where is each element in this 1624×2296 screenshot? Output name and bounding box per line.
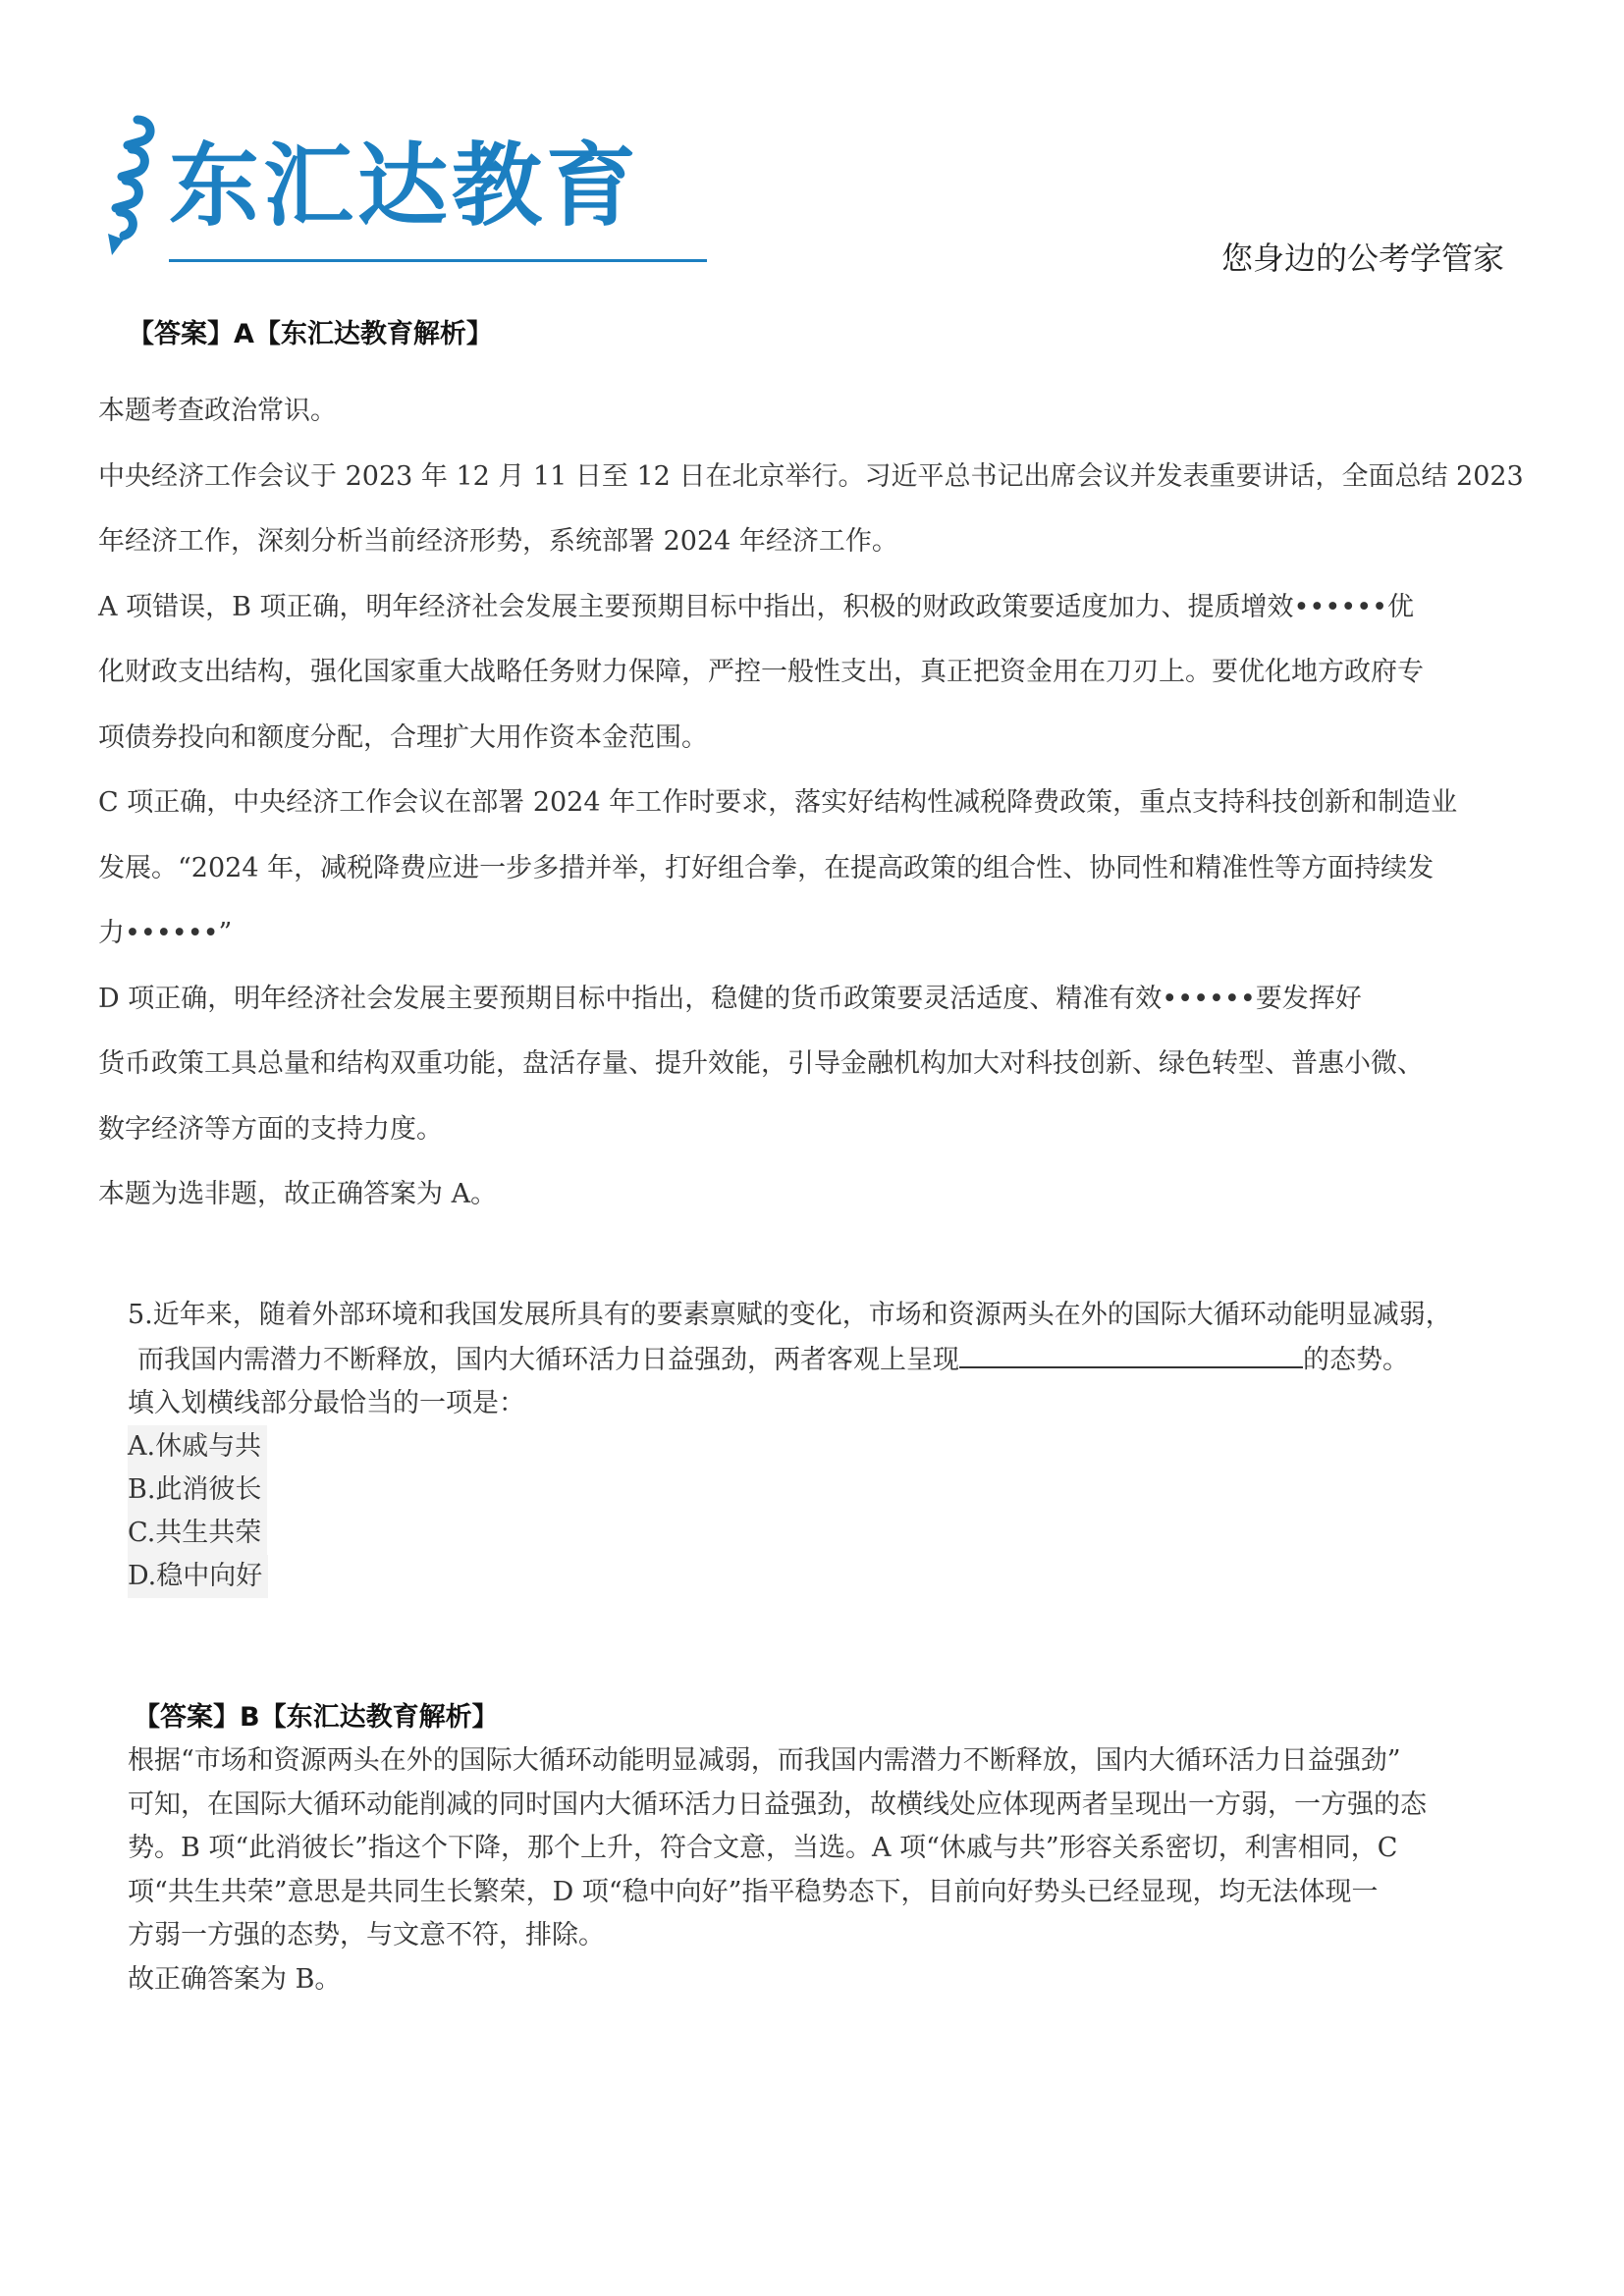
answer-4-line: 本题考查政治常识。	[98, 396, 337, 426]
option-d	[128, 1555, 1551, 1598]
answer-4-line: 本题为选非题，故正确答案为 A。	[98, 1179, 498, 1209]
answer-4-line: 化财政支出结构，强化国家重大战略任务财力保障，严控一般性支出，真正把资金用在刀刃上。要优化地方政府专	[98, 657, 1424, 687]
question-5-stem-after: 的态势。	[1303, 1345, 1409, 1375]
answer-4-line: 发展。“2024 年，减税降费应进一步多措并举，打好组合拳，在提高政策的组合性、协同性和精准性等方面持续发	[98, 852, 1435, 883]
question-5	[128, 1294, 1551, 1598]
answer-5-heading: 【答案】B【东汇达教育解析】	[134, 1702, 499, 1733]
option-c-label: C.共生共荣	[128, 1512, 267, 1555]
answer-4-line: 年经济工作，深刻分析当前经济形势，系统部署 2024 年经济工作。	[98, 526, 898, 557]
pencil-chain-icon	[98, 110, 167, 257]
option-d-label: D.稳中向好	[128, 1555, 268, 1598]
question-5-stem-before: 而我国内需潜力不断释放，国内大循环活力日益强劲，两者客观上呈现	[137, 1345, 959, 1375]
option-c	[128, 1512, 1551, 1555]
answer-5-line: 方弱一方强的态势，与文意不符，排除。	[128, 1920, 605, 1950]
answer-4-section	[98, 314, 1551, 1228]
answer-4-line: 货币政策工具总量和结构双重功能，盘活存量、提升效能，引导金融机构加大对科技创新、绿色转型、普惠小微、	[98, 1048, 1424, 1079]
answer-4-heading: 【答案】A【东汇达教育解析】	[128, 319, 493, 349]
logo-underline	[169, 259, 707, 262]
answer-4-line: D 项正确，明年经济社会发展主要预期目标中指出，稳健的货币政策要灵活适度、精准有效••••••要发挥好	[98, 983, 1362, 1014]
answer-5-section	[128, 1696, 1551, 2002]
question-5-prompt: 填入划横线部分最恰当的一项是：	[128, 1388, 525, 1418]
answer-5-line: 根据“市场和资源两头在外的国际大循环动能明显减弱，而我国内需潜力不断释放，国内大循环活力日益强劲”	[128, 1745, 1401, 1776]
answer-5-line: 可知，在国际大循环动能削减的同时国内大循环活力日益强劲，故横线处应体现两者呈现出一方弱，一方强的态	[128, 1789, 1427, 1820]
answer-5-line: 势。B 项“此消彼长”指这个下降，那个上升，符合文意，当选。A 项“休戚与共”形容关系密切，利害相同，C	[128, 1833, 1398, 1863]
fill-in-blank	[959, 1337, 1303, 1368]
option-b	[128, 1468, 1551, 1512]
question-5-stem-line2	[128, 1337, 1551, 1382]
company-logo	[98, 110, 707, 269]
option-b-label: B.此消彼长	[128, 1468, 267, 1512]
option-a-label: A.休戚与共	[128, 1425, 267, 1468]
question-5-stem-line1: 5.近年来，随着外部环境和我国发展所具有的要素禀赋的变化，市场和资源两头在外的国际大循环动能明显减弱，	[128, 1300, 1452, 1330]
option-a	[128, 1425, 1551, 1468]
answer-4-line: A 项错误，B 项正确，明年经济社会发展主要预期目标中指出，积极的财政政策要适度加力、提质增效••••••优	[98, 591, 1415, 622]
answer-5-line: 故正确答案为 B。	[128, 1963, 342, 1995]
answer-4-line: C 项正确，中央经济工作会议在部署 2024 年工作时要求，落实好结构性减税降费政策，重点支持科技创新和制造业	[98, 787, 1458, 818]
answer-4-line: 项债券投向和额度分配，合理扩大用作资本金范围。	[98, 721, 708, 753]
answer-4-line: 力••••••”	[98, 918, 233, 948]
answer-5-line: 项“共生共荣”意思是共同生长繁荣，D 项“稳中向好”指平稳势态下，目前向好势头已经显现，均无法体现一	[128, 1876, 1379, 1907]
logo-text: 东汇达教育	[169, 133, 641, 239]
answer-4-line: 数字经济等方面的支持力度。	[98, 1113, 443, 1145]
slogan: 您身边的公考学管家	[1221, 240, 1505, 277]
answer-4-line: 中央经济工作会议于 2023 年 12 月 11 日至 12 日在北京举行。习近平总书记出席会议并发表重要讲话，全面总结 2023	[98, 460, 1524, 492]
